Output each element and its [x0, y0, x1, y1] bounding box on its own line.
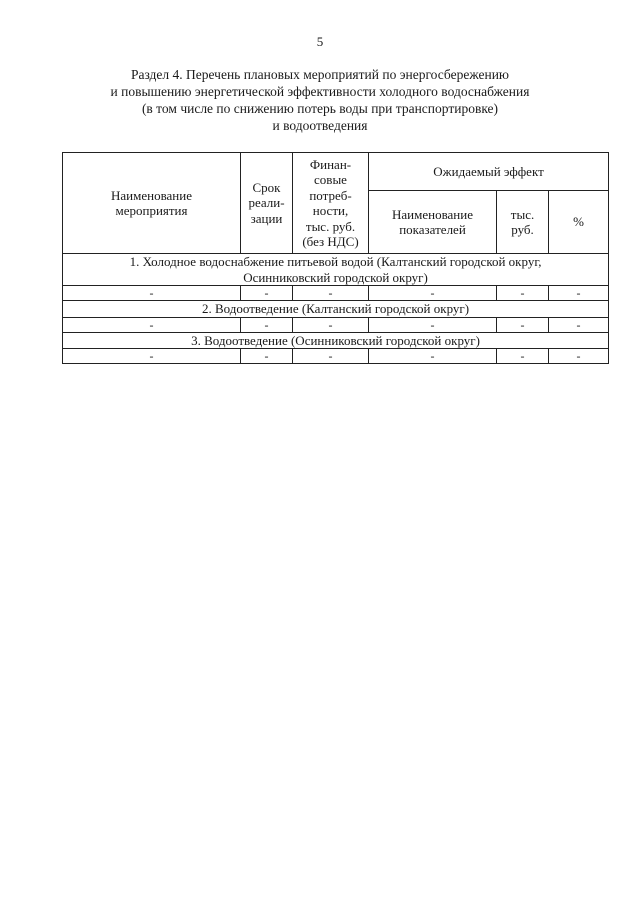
section-title: 1. Холодное водоснабжение питьевой водой (Калтанский городской округ, Осинниковский городской округ): [63, 254, 609, 286]
header-indicators: Наименование показателей: [369, 191, 497, 254]
table-cell: -: [369, 286, 497, 301]
header-term: Срок реали- зации: [241, 153, 293, 254]
page-number: 5: [316, 34, 324, 49]
table-cell: -: [241, 286, 293, 301]
table-cell: -: [63, 349, 241, 364]
header-finance: Финан- совые потреб- ности, тыс. руб. (без НДС): [293, 153, 369, 254]
table-row: [63, 286, 609, 301]
header-percent: %: [549, 191, 609, 254]
heading-line: и повышению энергетической эффективности холодного водоснабжения: [110, 84, 530, 99]
table-cell: -: [241, 349, 293, 364]
table-cell: -: [497, 317, 549, 332]
header-expected-effect: Ожидаемый эффект: [369, 153, 609, 191]
table-cell: -: [369, 317, 497, 332]
header-thousand-rub: тыс. руб.: [497, 191, 549, 254]
table-cell: -: [241, 317, 293, 332]
table-cell: -: [549, 286, 609, 301]
table-cell: -: [549, 349, 609, 364]
table-cell: -: [293, 349, 369, 364]
section-heading: [40, 66, 600, 134]
table-cell: -: [293, 286, 369, 301]
heading-line: Раздел 4. Перечень плановых мероприятий по энергосбережению: [130, 67, 510, 82]
table-cell: -: [293, 317, 369, 332]
header-measure-name: Наименование мероприятия: [63, 153, 241, 254]
section-title: 2. Водоотведение (Калтанский городской округ): [63, 301, 609, 318]
heading-line: (в том числе по снижению потерь воды при транспортировке): [141, 101, 499, 116]
heading-line: и водоотведения: [272, 118, 368, 133]
table-row: [63, 317, 609, 332]
section-title: 3. Водоотведение (Осинниковский городской округ): [63, 332, 609, 349]
table-cell: -: [369, 349, 497, 364]
table-row: [63, 349, 609, 364]
table-cell: -: [497, 286, 549, 301]
measures-table: [62, 152, 609, 364]
table-cell: -: [497, 349, 549, 364]
table-cell: -: [63, 317, 241, 332]
table-cell: -: [549, 317, 609, 332]
table-cell: -: [63, 286, 241, 301]
